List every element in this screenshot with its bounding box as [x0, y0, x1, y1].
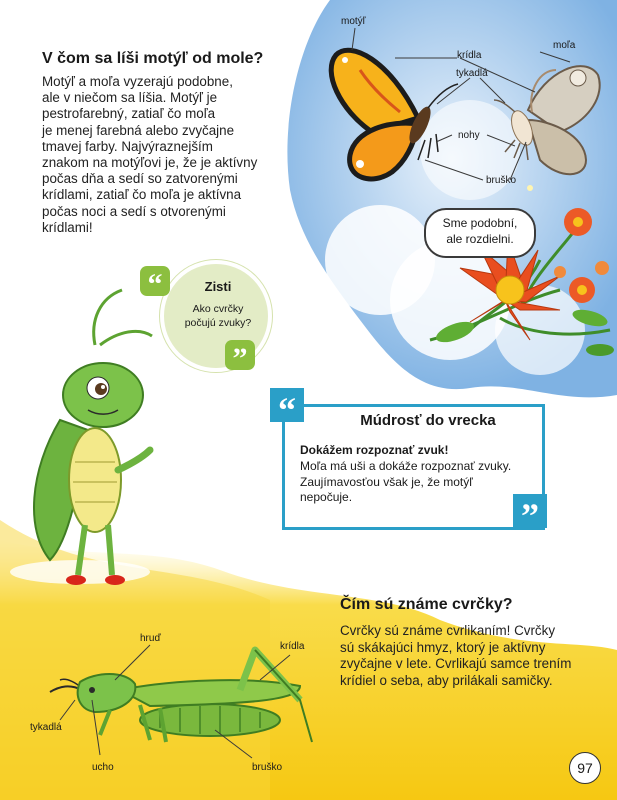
text-line: tmavej farby. Najvýraznejším: [42, 138, 213, 154]
text-line: nepočuje.: [300, 490, 353, 505]
text-line: krídlami, zatiaľ čo moľa je aktívna: [42, 187, 242, 203]
text-line: ale v niečom sa líšia. Motýľ je: [42, 90, 218, 106]
text-line: Motýľ a moľa vyzerajú podobne,: [42, 74, 233, 89]
close-quote-icon: ”: [513, 494, 547, 528]
label-motyl: motýľ: [341, 16, 366, 27]
label-nohy: nohy: [458, 130, 480, 141]
text-line: Zaujímavosťou však je, že motýľ: [300, 474, 473, 489]
text-line: počujú zvuky?: [184, 317, 252, 329]
text-line: je menej farebná alebo zvyčajne: [42, 122, 235, 138]
close-quote-icon: ”: [225, 340, 255, 370]
text-line: počas noci a sedí s otvorenými: [42, 203, 226, 219]
text-line: Moľa má uši a dokáže rozpoznať zvuky.: [300, 459, 512, 473]
moth-section-title: V čom sa líši motýľ od mole?: [42, 50, 264, 67]
text-line: Sme podobní,: [442, 216, 518, 230]
label-mola: moľa: [553, 40, 576, 51]
label-ucho: ucho: [92, 762, 114, 773]
page-number: 97: [569, 752, 601, 784]
open-quote-icon: “: [270, 388, 304, 422]
label-brusko-butterfly: bruško: [486, 175, 517, 186]
text-line: Cvrčky sú známe cvrlikaním! Cvrčky: [340, 623, 556, 638]
text-line: znakom na motýľovi je, že je aktívny: [42, 155, 258, 171]
label-kridla-grasshopper: krídla: [280, 641, 305, 652]
label-tykadla-butterfly: tykadlá: [456, 68, 488, 79]
open-quote-icon: “: [140, 266, 170, 296]
text-line: zvyčajne v lete. Cvrlikajú samce trením: [340, 656, 572, 671]
label-brusko-grasshopper: bruško: [252, 762, 283, 773]
text-line: počas dňa a sedí so zatvorenými: [42, 171, 238, 187]
label-hrud: hruď: [140, 633, 161, 644]
cricket-section-title: Čím sú známe cvrčky?: [340, 596, 513, 613]
text-line: sú skákajúci hmyz, ktorý je aktívny: [340, 639, 546, 655]
text-line: ale rozdielni.: [446, 232, 514, 246]
text-line: krídiel o seba, aby prilákali samičky.: [340, 672, 553, 688]
wisdom-subtitle: Dokážem rozpoznať zvuk!: [300, 443, 449, 457]
grasshopper-thorax: [78, 674, 136, 712]
grasshopper-wing: [120, 680, 300, 706]
text-line: Ako cvrčky: [192, 303, 244, 315]
label-kridla: krídla: [457, 50, 482, 61]
text-line: krídlami!: [42, 219, 93, 235]
wisdom-title: Múdrosť do vrecka: [360, 412, 496, 429]
text-line: pestrofarebný, zatiaľ čo moľa: [42, 106, 216, 122]
label-tykadla-grasshopper: tykadlá: [30, 722, 62, 733]
zisti-title: Zisti: [204, 279, 232, 294]
